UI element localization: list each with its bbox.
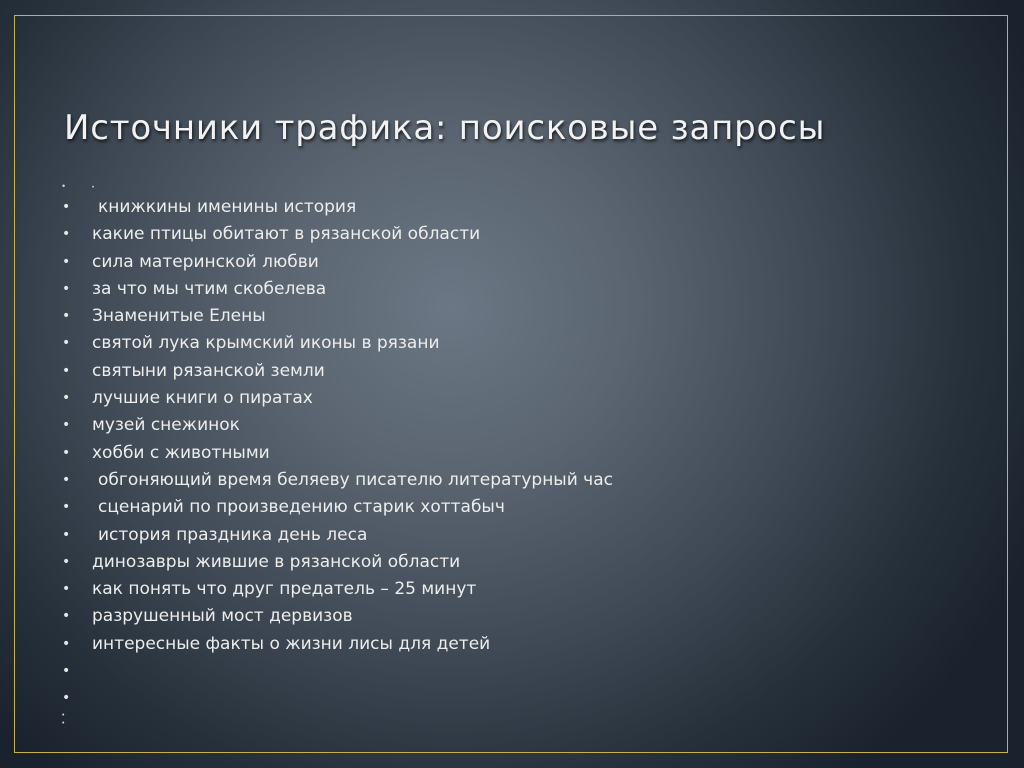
bullet-icon: • [62,308,71,325]
empty-bullet-marker: • [62,181,66,191]
search-queries-list [62,194,962,713]
bullet-icon: • [62,663,71,680]
list-item-text: интересные факты о жизни лисы для детей [92,633,491,654]
list-item-text: за что мы чтим скобелева [92,278,327,299]
list-item-text: хобби с животными [92,442,270,463]
list-item-text: музей снежинок [92,415,240,436]
list-item-text: лучшие книги о пиратах [92,388,313,409]
bullet-icon: • [62,280,71,297]
bullet-icon: • [62,253,71,270]
list-item-text: Знаменитые Елены [92,306,266,327]
list-item [62,249,962,276]
list-item [62,358,962,385]
bullet-icon: • [62,499,71,516]
empty-bullet-marker: • [62,720,65,727]
bullet-icon: • [62,444,71,461]
bullet-icon: • [62,635,71,652]
list-item [62,194,962,221]
list-item-text: сила материнской любви [92,251,319,272]
list-item [62,603,962,630]
list-item-text: история праздника день леса [98,524,368,545]
bullet-icon: • [62,690,71,707]
list-item [62,576,962,603]
bullet-icon: • [62,335,71,352]
list-item-text: обгоняющий время беляеву писателю литературный час [98,469,613,490]
list-item [62,276,962,303]
bullet-icon: • [62,417,71,434]
empty-bullet-marker: • [92,185,95,191]
list-item-text: святыни рязанской земли [92,360,325,381]
list-item [62,522,962,549]
bullet-icon: • [62,553,71,570]
list-item [62,549,962,576]
list-item [62,467,962,494]
list-item [62,631,962,658]
list-item [62,221,962,248]
list-item [62,330,962,357]
empty-bullet-marker: • [62,712,65,719]
list-item [62,412,962,439]
list-item [62,494,962,521]
list-item [62,658,962,685]
bullet-icon: • [62,608,71,625]
list-item [62,385,962,412]
list-item [62,440,962,467]
list-item-text: святой лука крымский иконы в рязани [92,333,440,354]
bullet-icon: • [62,471,71,488]
list-item [62,303,962,330]
list-item-text: какие птицы обитают в рязанской области [92,224,481,245]
bullet-icon: • [62,581,71,598]
bullet-icon: • [62,526,71,543]
list-item-text: сценарий по произведению старик хоттабыч [98,497,505,518]
bullet-icon: • [62,390,71,407]
bullet-icon: • [62,226,71,243]
list-item [62,685,962,712]
list-item-text: книжкины именины история [98,197,357,217]
list-item-text: динозавры жившие в рязанской области [92,551,461,572]
bullet-icon: • [62,362,71,379]
list-item-text: разрушенный мост дервизов [92,606,353,627]
bullet-icon: • [62,199,71,215]
slide-title: Источники трафика: поисковые запросы [64,108,826,148]
list-item-text: как понять что друг предатель – 25 минут [92,579,477,600]
